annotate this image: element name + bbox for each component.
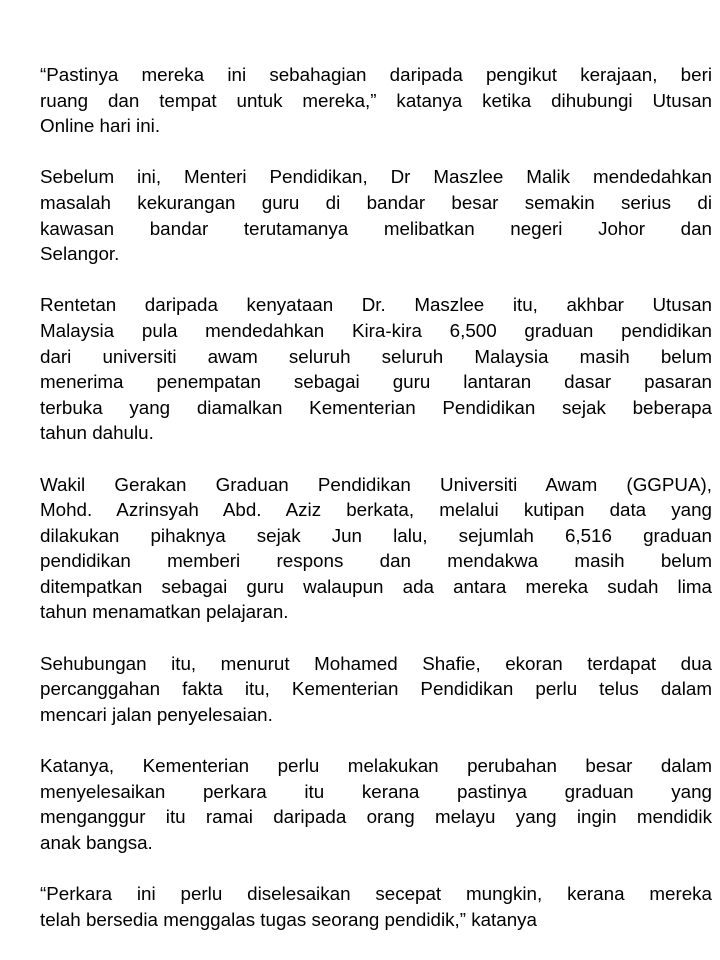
document-body <box>40 62 712 958</box>
paragraph-1 <box>40 62 712 139</box>
paragraph-3 <box>40 292 712 446</box>
text-line: ditempatkan sebagai guru walaupun ada antara mereka sudah lima <box>40 575 712 597</box>
text-line: Malaysia pula mendedahkan Kira-kira 6,500 graduan pendidikan <box>40 319 712 341</box>
text-line: Sebelum ini, Menteri Pendidikan, Dr Maszlee Malik mendedahkan <box>40 166 712 188</box>
paragraph-4 <box>40 472 712 626</box>
paragraph-5 <box>40 651 712 728</box>
text-line: Online hari ini. <box>40 115 161 137</box>
text-line: “Perkara ini perlu diselesaikan secepat mungkin, kerana mereka <box>40 883 712 904</box>
text-line: mencari jalan penyelesaian. <box>40 703 273 725</box>
text-line: pendidikan memberi respons dan mendakwa masih belum <box>40 550 712 572</box>
text-line: menganggur itu ramai daripada orang melayu yang ingin mendidik <box>40 806 712 828</box>
paragraph-7 <box>40 881 712 932</box>
text-line: Rentetan daripada kenyataan Dr. Maszlee itu, akhbar Utusan <box>40 294 712 316</box>
paragraph-6 <box>40 753 712 855</box>
text-line: Sehubungan itu, menurut Mohamed Shafie, ekoran terdapat dua <box>40 652 712 674</box>
text-line: Katanya, Kementerian perlu melakukan perubahan besar dalam <box>40 755 712 777</box>
text-line: dilakukan pihaknya sejak Jun lalu, sejumlah 6,516 graduan <box>40 524 712 546</box>
text-line: “Pastinya mereka ini sebahagian daripada pengikut kerajaan, beri <box>40 64 712 85</box>
text-line: kawasan bandar terutamanya melibatkan negeri Johor dan <box>40 217 712 239</box>
paragraph-2 <box>40 164 712 266</box>
text-line: ruang dan tempat untuk mereka,” katanya ketika dihubungi Utusan <box>40 89 712 111</box>
text-line: terbuka yang diamalkan Kementerian Pendidikan sejak beberapa <box>40 396 712 418</box>
text-line: dari universiti awam seluruh seluruh Malaysia masih belum <box>40 345 712 367</box>
text-line: menyelesaikan perkara itu kerana pastinya graduan yang <box>40 780 712 802</box>
text-line: telah bersedia menggalas tugas seorang pendidik,” katanya <box>40 908 537 930</box>
text-line: Wakil Gerakan Graduan Pendidikan Universiti Awam (GGPUA), <box>40 473 712 495</box>
text-line: Mohd. Azrinsyah Abd. Aziz berkata, melalui kutipan data yang <box>40 499 712 521</box>
text-line: anak bangsa. <box>40 831 153 853</box>
text-line: tahun menamatkan pelajaran. <box>40 601 289 623</box>
text-line: tahun dahulu. <box>40 422 154 444</box>
text-line: percanggahan fakta itu, Kementerian Pendidikan perlu telus dalam <box>40 678 712 700</box>
text-line: masalah kekurangan guru di bandar besar semakin serius di <box>40 191 712 213</box>
text-line: menerima penempatan sebagai guru lantaran dasar pasaran <box>40 371 712 393</box>
text-line: Selangor. <box>40 243 120 265</box>
